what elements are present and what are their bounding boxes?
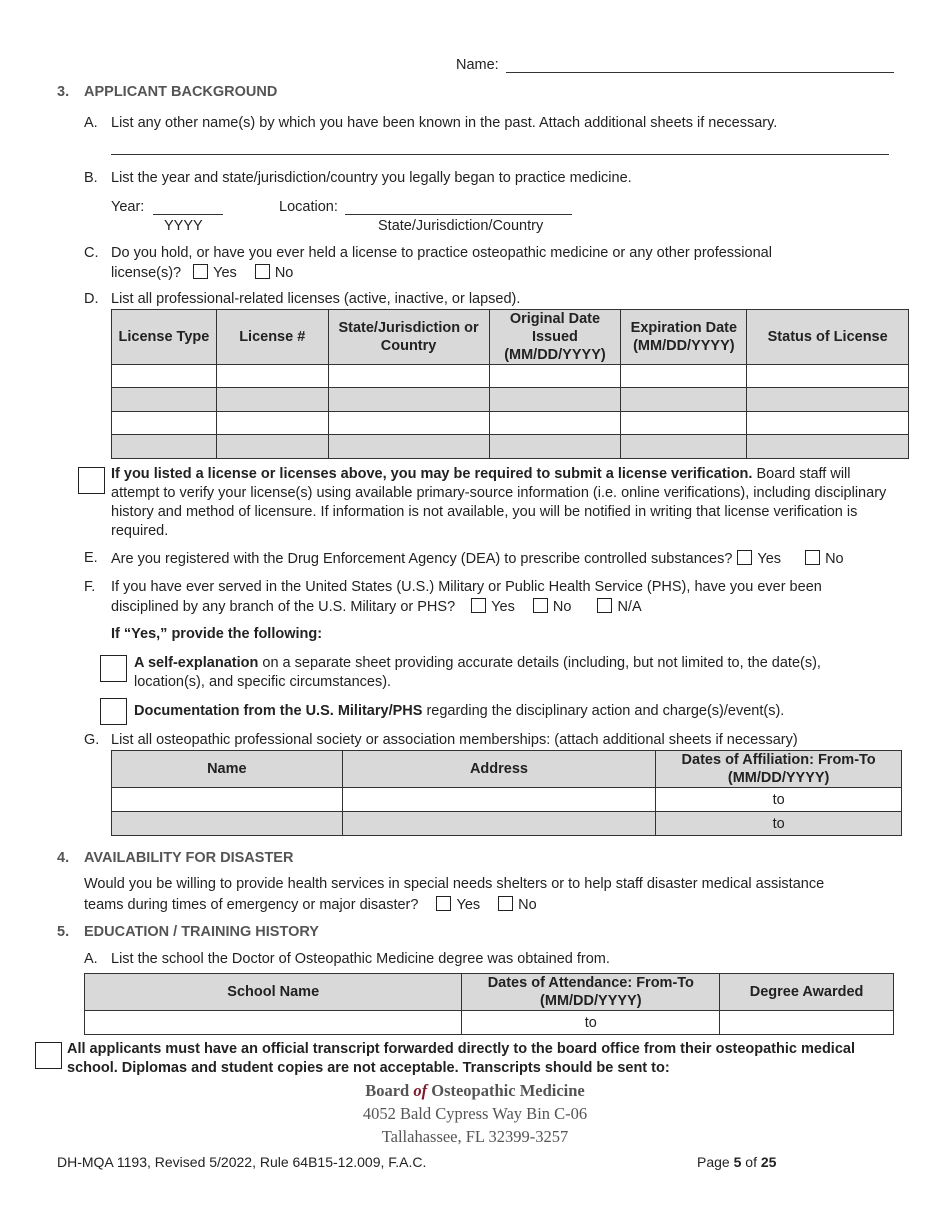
board-name-part1: Board <box>365 1081 414 1100</box>
section-3-title: APPLICANT BACKGROUND <box>84 84 278 100</box>
col-state: State/Jurisdiction or Country <box>328 310 489 365</box>
col-member-dates: Dates of Affiliation: From-To (MM/DD/YYYY) <box>656 751 902 788</box>
name-field[interactable] <box>506 72 894 73</box>
verification-bold: If you listed a license or licenses above, you may be required to submit a license verification. <box>111 466 753 482</box>
transcript-checkbox[interactable] <box>35 1042 62 1069</box>
board-name-part2: Osteopathic Medicine <box>427 1081 585 1100</box>
table-row <box>85 1011 894 1035</box>
license-no-checkbox[interactable] <box>255 264 270 279</box>
disaster-yes-label: Yes <box>456 897 481 913</box>
item-5a-text: List the school the Doctor of Osteopathic Medicine degree was obtained from. <box>111 951 610 967</box>
item-d-text: List all professional-related licenses (active, inactive, or lapsed). <box>111 291 521 307</box>
table-row <box>112 365 909 388</box>
col-license-type: License Type <box>112 310 217 365</box>
transcript-text: All applicants must have an official transcript forwarded directly to the board office from their osteopathic medical school. Diplomas and student copies are not acceptable. Transcripts should be sent to: <box>67 1041 855 1076</box>
board-name-of: of <box>413 1081 428 1100</box>
dea-no-label: No <box>825 551 844 567</box>
verification-checkbox[interactable] <box>78 467 105 494</box>
documentation-text <box>134 703 784 719</box>
col-status: Status of License <box>747 310 909 365</box>
item-g-text: List all osteopathic professional society or association memberships: (attach additional sheets if necessary) <box>111 732 798 748</box>
page-prefix: Page <box>697 1154 734 1170</box>
year-hint: YYYY <box>164 218 203 234</box>
item-b-text: List the year and state/jurisdiction/country you legally began to practice medicine. <box>111 170 632 186</box>
disaster-line1: Would you be willing to provide health services in special needs shelters or to help staff disaster medical assistance <box>84 876 825 892</box>
military-na-checkbox[interactable] <box>597 598 612 613</box>
military-yes-checkbox[interactable] <box>471 598 486 613</box>
table-row <box>112 812 902 836</box>
name-label: Name: <box>456 57 499 73</box>
col-license-number: License # <box>216 310 328 365</box>
dea-yes-label: Yes <box>757 551 782 567</box>
self-explanation-rest: on a separate sheet providing accurate details (including, but not limited to, the date(s), location(s), and specific circumstances). <box>134 655 821 690</box>
disaster-no-label: No <box>518 897 537 913</box>
item-f-letter: F. <box>84 579 96 595</box>
if-yes-heading: If “Yes,” provide the following: <box>111 626 323 642</box>
col-original-date: Original Date Issued (MM/DD/YYYY) <box>489 310 621 365</box>
table-row <box>112 788 902 812</box>
military-yes-label: Yes <box>491 599 515 615</box>
disaster-no-checkbox[interactable] <box>498 896 513 911</box>
item-5a-letter: A. <box>84 951 98 967</box>
dea-question: Are you registered with the Drug Enforcement Agency (DEA) to prescribe controlled substances? <box>111 551 733 567</box>
item-c-line2 <box>111 264 293 281</box>
military-na-label: N/A <box>617 599 642 615</box>
memberships-table <box>111 750 902 836</box>
section-4-number: 4. <box>57 850 70 866</box>
board-name <box>0 1081 950 1101</box>
dea-no-checkbox[interactable] <box>805 550 820 565</box>
item-d-letter: D. <box>84 291 99 307</box>
item-b-letter: B. <box>84 170 98 186</box>
col-member-address: Address <box>342 751 656 788</box>
section-4-title: AVAILABILITY FOR DISASTER <box>84 850 294 866</box>
section-5-number: 5. <box>57 924 70 940</box>
military-no-label: No <box>552 599 572 615</box>
location-label: Location: <box>279 199 338 215</box>
military-no-checkbox[interactable] <box>533 598 548 613</box>
self-explanation-checkbox[interactable] <box>100 655 127 682</box>
location-hint: State/Jurisdiction/Country <box>378 218 544 234</box>
license-yes-label: Yes <box>213 265 237 281</box>
disaster-question: teams during times of emergency or major disaster? <box>84 897 419 913</box>
item-f-line1: If you have ever served in the United States (U.S.) Military or Public Health Service (PHS), have you ever been <box>111 579 822 595</box>
self-explanation-bold: A self-explanation <box>134 655 259 671</box>
year-label: Year: <box>111 199 145 215</box>
page-mid: of <box>741 1154 761 1170</box>
documentation-checkbox[interactable] <box>100 698 127 725</box>
item-c-letter: C. <box>84 245 99 261</box>
board-city: Tallahassee, FL 32399-3257 <box>381 1127 569 1146</box>
item-g-letter: G. <box>84 732 100 748</box>
license-no-label: No <box>274 265 294 281</box>
licenses-table <box>111 309 909 459</box>
table-row <box>112 388 909 412</box>
year-field[interactable] <box>153 214 223 215</box>
verification-text <box>111 465 901 541</box>
license-yes-checkbox[interactable] <box>193 264 208 279</box>
dates-to[interactable]: to <box>656 812 902 836</box>
col-member-name: Name <box>112 751 343 788</box>
disaster-yes-checkbox[interactable] <box>436 896 451 911</box>
item-a-letter: A. <box>84 115 98 131</box>
page-current: 5 <box>733 1154 742 1170</box>
page-total: 25 <box>760 1154 777 1170</box>
table-row <box>112 435 909 459</box>
documentation-rest: regarding the disciplinary action and charge(s)/event(s). <box>422 703 785 719</box>
item-a-text: List any other name(s) by which you have been known in the past. Attach additional sheets if necessary. <box>111 115 778 131</box>
item-c-line1: Do you hold, or have you ever held a license to practice osteopathic medicine or any other professional <box>111 245 772 261</box>
education-table <box>84 973 894 1035</box>
attendance-to[interactable]: to <box>462 1011 720 1035</box>
item-e-row <box>111 550 844 567</box>
item-e-letter: E. <box>84 550 98 566</box>
documentation-bold: Documentation from the U.S. Military/PHS <box>134 703 423 719</box>
disaster-line2 <box>84 896 537 913</box>
verification-rest: Board staff will attempt to verify your license(s) using available primary-source information (i.e. online verifications), including disciplinary history and method of licensure. If information is not available, you will be notified in writing that license verification is required. <box>111 466 887 539</box>
table-row <box>112 412 909 435</box>
dates-to[interactable]: to <box>656 788 902 812</box>
dea-yes-checkbox[interactable] <box>737 550 752 565</box>
col-attendance-dates: Dates of Attendance: From-To (MM/DD/YYYY) <box>462 974 720 1011</box>
page-number <box>697 1154 776 1170</box>
form-number: DH-MQA 1193, Revised 5/2022, Rule 64B15-12.009, F.A.C. <box>57 1154 427 1170</box>
col-expiration-date: Expiration Date (MM/DD/YYYY) <box>621 310 747 365</box>
section-5-title: EDUCATION / TRAINING HISTORY <box>84 924 319 940</box>
item-f-line2 <box>111 598 642 615</box>
board-street: 4052 Bald Cypress Way Bin C-06 <box>362 1104 588 1123</box>
military-question: disciplined by any branch of the U.S. Military or PHS? <box>111 599 456 615</box>
other-names-field[interactable] <box>111 154 889 155</box>
col-degree: Degree Awarded <box>720 974 894 1011</box>
col-school-name: School Name <box>85 974 462 1011</box>
self-explanation-text <box>134 654 894 692</box>
location-field[interactable] <box>345 214 572 215</box>
license-question: license(s)? <box>111 265 182 281</box>
section-3-number: 3. <box>57 84 70 100</box>
